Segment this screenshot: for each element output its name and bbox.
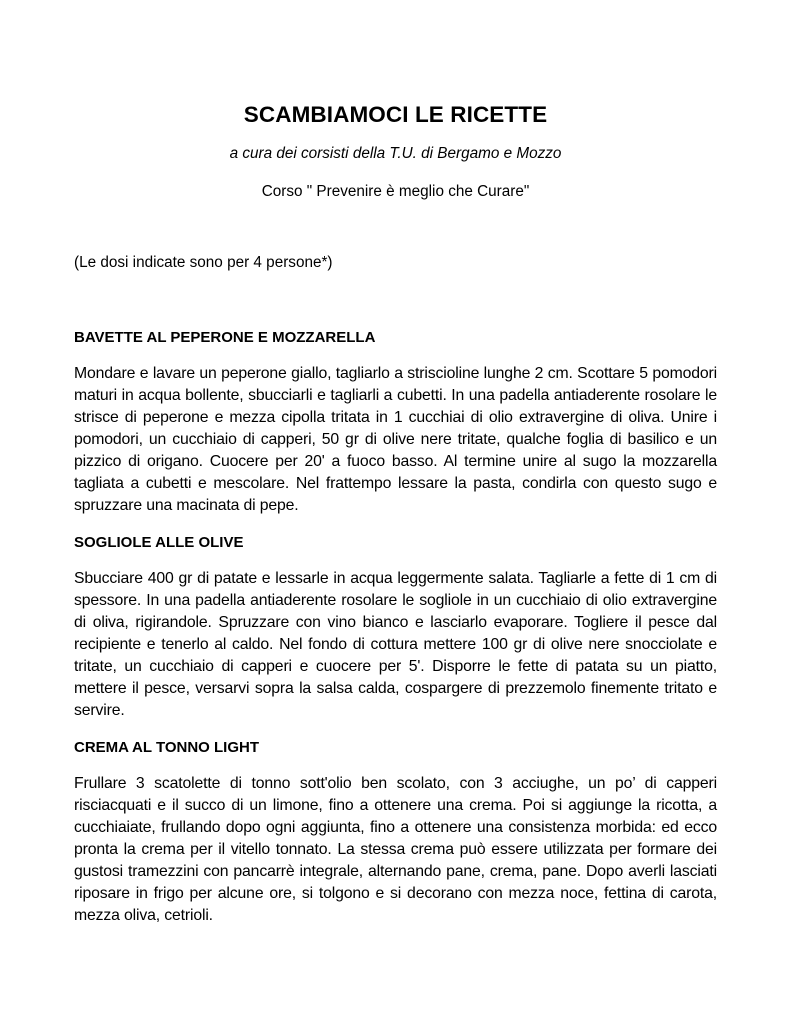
document-title: SCAMBIAMOCI LE RICETTE — [243, 102, 548, 127]
servings-note: (Le dosi indicate sono per 4 persone*) — [74, 254, 333, 271]
recipe-heading: SOGLIOLE ALLE OLIVE — [74, 534, 244, 551]
recipe-sogliole — [74, 533, 717, 722]
recipe-text: Mondare e lavare un peperone giallo, tagliarlo a striscioline lunghe 2 cm. Scottare 5 pomodori maturi in acqua bollente, sbucciarli e tagliarli a cubetti. In una padella antiaderente rosolare le strisce di peperone e mezza cipolla tritata in 1 cucchiai di olio extravergine di oliva. Unire i pomodori, un cucchiaio di capperi, 50 gr di olive nere tritate, qualche foglia di basilico e un pizzico di origano. Cuocere per 20' a fuoco basso. Al termine unire al sugo la mozzarella tagliata a cubetti e mescolare. Nel frattempo lessare la pasta, condirla con questo sugo e spruzzare una macinata di pepe. — [74, 365, 717, 514]
recipe-bavette — [74, 328, 717, 517]
recipe-text: Sbucciare 400 gr di patate e lessarle in acqua leggermente salata. Tagliarle a fette di 1 cm di spessore. In una padella antiaderente rosolare le sogliole in un cucchiaio di olio extravergine di oliva, rigirandole. Spruzzare con vino bianco e lasciarlo evaporare. Togliere il pesce dal recipiente e tenerlo al caldo. Nel fondo di cottura mettere 100 gr di olive nere snocciolate e tritate, un cucchiaio di capperi e cuocere per 5'. Disporre le fette di patata su un piatto, mettere il pesce, versarvi sopra la salsa calda, cospargere di prezzemolo finemente tritato e servire. — [74, 570, 717, 719]
recipe-text: Frullare 3 scatolette di tonno sott'olio ben scolato, con 3 acciughe, un po’ di capperi risciacquati e il succo di un limone, fino a ottenere una crema. Poi si aggiunge la ricotta, a cucchiaiate, frullando dopo ogni aggiunta, fino a ottenere una consistenza morbida: ed ecco pronta la crema per il vitello tonnato. La stessa crema può essere utilizzata per formare dei gustosi tramezzini con pancarrè integrale, alternando pane, crema, pane. Dopo averli lasciati riposare in frigo per alcune ore, si tolgono e si decorano con mezza noce, fettina di carota, mezza oliva, cetrioli. — [74, 775, 717, 924]
recipe-heading: CREMA AL TONNO LIGHT — [74, 739, 259, 756]
recipe-heading: BAVETTE AL PEPERONE E MOZZARELLA — [74, 329, 376, 346]
document-subtitle: a cura dei corsisti della T.U. di Bergamo e Mozzo — [229, 145, 562, 162]
recipe-crema-tonno — [74, 738, 717, 927]
course-name: Corso " Prevenire è meglio che Curare" — [261, 183, 530, 200]
